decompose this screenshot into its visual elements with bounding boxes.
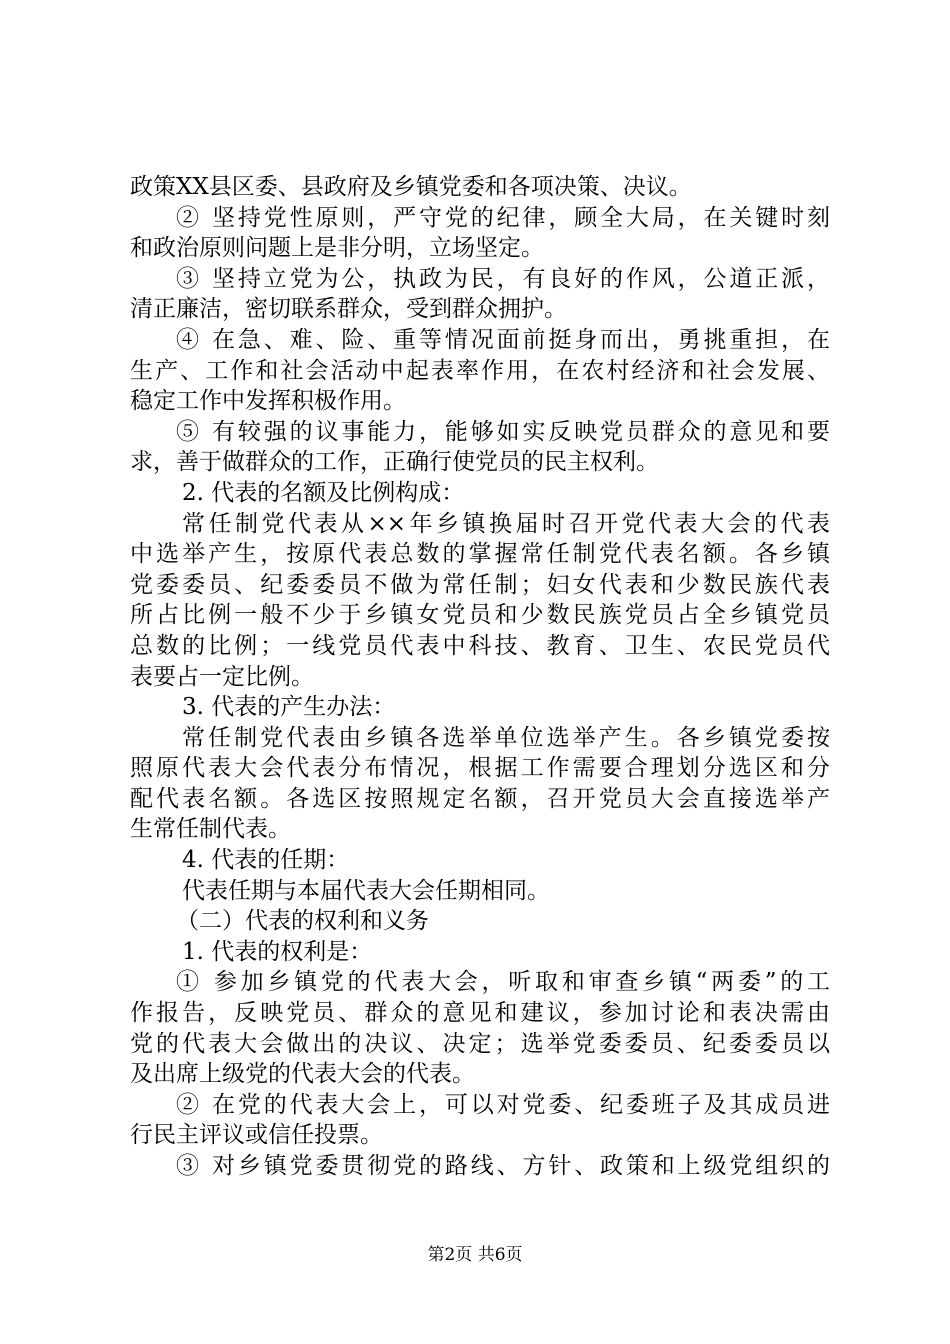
section-heading: 2. 代表的名额及比例构成： [182,479,465,506]
text-line: ⑤ 有较强的议事能力，能够如实反映党员群众的意见和要 [176,418,830,445]
text-line: 常任制党代表由乡镇各选举单位选举产生。各乡镇党委按 [182,724,830,751]
text-line: ③ 坚持立党为公，执政为民，有良好的作风，公道正派， [176,265,830,292]
page-number-footer: 第2页 共6页 [427,1245,523,1265]
text-line: 政策XX县区委、县政府及乡镇党委和各项决策、决议。 [130,174,692,200]
text-line: ③ 对乡镇党委贯彻党的路线、方针、政策和上级党组织的 [176,1153,830,1179]
text-line: 和政治原则问题上是非分明，立场坚定。 [130,235,544,262]
text-line: 稳定工作中发挥积极作用。 [130,388,406,415]
text-line: 中选举产生，按原代表总数的掌握常任制党代表名额。各乡镇 [130,541,830,568]
document-body [130,172,830,1182]
text-line: 总数的比例；一线党员代表中科技、教育、卫生、农民党员代 [130,632,830,659]
text-line: 代表任期与本届代表大会任期相同。 [182,877,550,904]
text-line: 照原代表大会代表分布情况，根据工作需要合理划分选区和分 [130,755,830,782]
text-line: 常任制党代表从××年乡镇换届时召开党代表大会的代表 [182,510,830,537]
text-line: 党委委员、纪委委员不做为常任制；妇女代表和少数民族代表 [130,571,830,598]
text-line: 清正廉洁，密切联系群众，受到群众拥护。 [130,296,567,323]
text-line: 配代表名额。各选区按照规定名额，召开党员大会直接选举产 [130,785,830,812]
text-line: 生常任制代表。 [130,816,291,843]
text-line: ① 参加乡镇党的代表大会，听取和审查乡镇“两委”的工 [176,969,830,996]
section-heading: （二）代表的权利和义务 [176,908,429,935]
text-line: 作报告，反映党员、群众的意见和建议，参加讨论和表决需由 [130,1000,830,1027]
section-heading: 3. 代表的产生办法： [182,694,396,721]
text-line: ② 在党的代表大会上，可以对党委、纪委班子及其成员进 [176,1091,830,1118]
text-line: 表要占一定比例。 [130,663,314,690]
section-heading: 1. 代表的权利是： [182,938,373,965]
text-line: 生产、工作和社会活动中起表率作用，在农村经济和社会发展、 [130,357,830,384]
text-line: 党的代表大会做出的决议、决定；选举党委委员、纪委委员以 [130,1030,830,1057]
text-line: ④ 在急、难、险、重等情况面前挺身而出，勇挑重担，在 [176,326,830,353]
text-line: 求，善于做群众的工作，正确行使党员的民主权利。 [130,449,659,476]
text-line: 所占比例一般不少于乡镇女党员和少数民族党员占全乡镇党员 [130,602,830,629]
text-line: 及出席上级党的代表大会的代表。 [130,1061,475,1088]
text-line: ② 坚持党性原则，严守党的纪律，顾全大局，在关键时刻 [176,204,830,231]
text-line: 行民主评议或信任投票。 [130,1122,383,1149]
section-heading: 4. 代表的任期： [182,847,350,874]
